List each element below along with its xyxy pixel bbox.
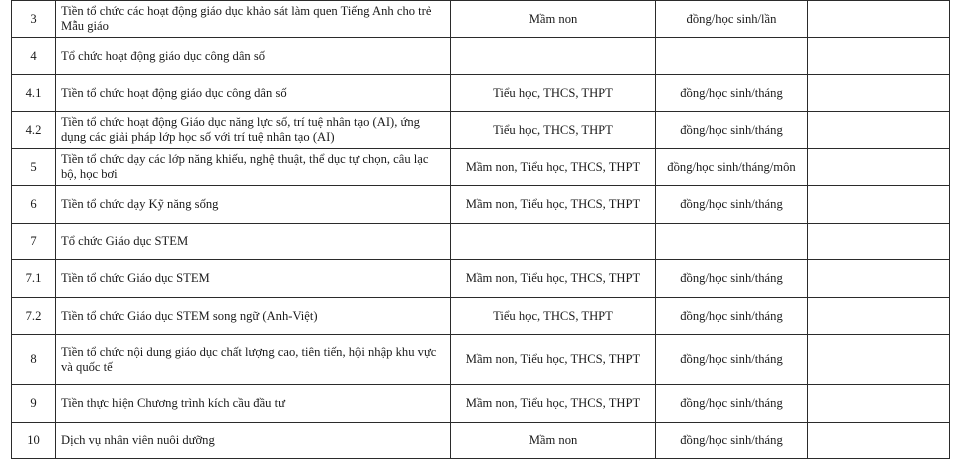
row-number: 10	[12, 423, 56, 459]
empty-cell	[808, 298, 950, 335]
row-number: 7	[12, 224, 56, 260]
unit: đồng/học sinh/tháng	[656, 260, 808, 298]
table-row	[12, 38, 950, 75]
school-level: Mầm non	[451, 1, 656, 38]
fee-item-name: Tổ chức Giáo dục STEM	[56, 224, 451, 260]
row-number: 4.1	[12, 75, 56, 112]
fee-item-name: Tiền tổ chức nội dung giáo dục chất lượng cao, tiên tiến, hội nhập khu vực và quốc tế	[56, 335, 451, 385]
unit: đồng/học sinh/tháng	[656, 298, 808, 335]
school-level: Tiểu học, THCS, THPT	[451, 112, 656, 149]
unit: đồng/học sinh/tháng	[656, 423, 808, 459]
empty-cell	[808, 38, 950, 75]
row-number: 6	[12, 186, 56, 224]
table-row	[12, 75, 950, 112]
table-row	[12, 224, 950, 260]
unit: đồng/học sinh/tháng	[656, 75, 808, 112]
school-level	[451, 224, 656, 260]
school-level: Mầm non, Tiểu học, THCS, THPT	[451, 149, 656, 186]
school-level: Mầm non	[451, 423, 656, 459]
table-row	[12, 298, 950, 335]
fee-item-name: Tiền tổ chức hoạt động giáo dục công dân số	[56, 75, 451, 112]
row-number: 3	[12, 1, 56, 38]
school-level	[451, 38, 656, 75]
empty-cell	[808, 224, 950, 260]
fee-item-name: Tiền tổ chức Giáo dục STEM	[56, 260, 451, 298]
table-row	[12, 112, 950, 149]
empty-cell	[808, 385, 950, 423]
fee-item-name: Tiền tổ chức các hoạt động giáo dục khảo sát làm quen Tiếng Anh cho trẻ Mẫu giáo	[56, 1, 451, 38]
table-row	[12, 423, 950, 459]
school-level: Tiểu học, THCS, THPT	[451, 75, 656, 112]
unit: đồng/học sinh/tháng	[656, 385, 808, 423]
fee-item-name: Tiền thực hiện Chương trình kích cầu đầu tư	[56, 385, 451, 423]
empty-cell	[808, 1, 950, 38]
row-number: 9	[12, 385, 56, 423]
row-number: 5	[12, 149, 56, 186]
empty-cell	[808, 335, 950, 385]
fee-table	[11, 0, 950, 459]
unit	[656, 224, 808, 260]
row-number: 4	[12, 38, 56, 75]
school-level: Mầm non, Tiểu học, THCS, THPT	[451, 385, 656, 423]
table-row	[12, 149, 950, 186]
unit: đồng/học sinh/tháng	[656, 186, 808, 224]
table-row	[12, 385, 950, 423]
unit	[656, 38, 808, 75]
unit: đồng/học sinh/lần	[656, 1, 808, 38]
table-row	[12, 1, 950, 38]
empty-cell	[808, 260, 950, 298]
fee-item-name: Tổ chức hoạt động giáo dục công dân số	[56, 38, 451, 75]
unit: đồng/học sinh/tháng	[656, 112, 808, 149]
row-number: 8	[12, 335, 56, 385]
school-level: Mầm non, Tiểu học, THCS, THPT	[451, 260, 656, 298]
school-level: Mầm non, Tiểu học, THCS, THPT	[451, 335, 656, 385]
school-level: Tiểu học, THCS, THPT	[451, 298, 656, 335]
unit: đồng/học sinh/tháng/môn	[656, 149, 808, 186]
row-number: 4.2	[12, 112, 56, 149]
table-row	[12, 186, 950, 224]
fee-item-name: Tiền tổ chức hoạt động Giáo dục năng lực số, trí tuệ nhân tạo (AI), ứng dụng các giải pháp lớp học số với trí tuệ nhân tạo (AI)	[56, 112, 451, 149]
fee-item-name: Dịch vụ nhân viên nuôi dưỡng	[56, 423, 451, 459]
row-number: 7.2	[12, 298, 56, 335]
table-row	[12, 260, 950, 298]
empty-cell	[808, 423, 950, 459]
fee-item-name: Tiền tổ chức Giáo dục STEM song ngữ (Anh-Việt)	[56, 298, 451, 335]
row-number: 7.1	[12, 260, 56, 298]
empty-cell	[808, 186, 950, 224]
empty-cell	[808, 149, 950, 186]
school-level: Mầm non, Tiểu học, THCS, THPT	[451, 186, 656, 224]
fee-item-name: Tiền tổ chức dạy các lớp năng khiếu, nghệ thuật, thể dục tự chọn, câu lạc bộ, học bơi	[56, 149, 451, 186]
empty-cell	[808, 112, 950, 149]
table-row	[12, 335, 950, 385]
empty-cell	[808, 75, 950, 112]
fee-item-name: Tiền tổ chức dạy Kỹ năng sống	[56, 186, 451, 224]
unit: đồng/học sinh/tháng	[656, 335, 808, 385]
